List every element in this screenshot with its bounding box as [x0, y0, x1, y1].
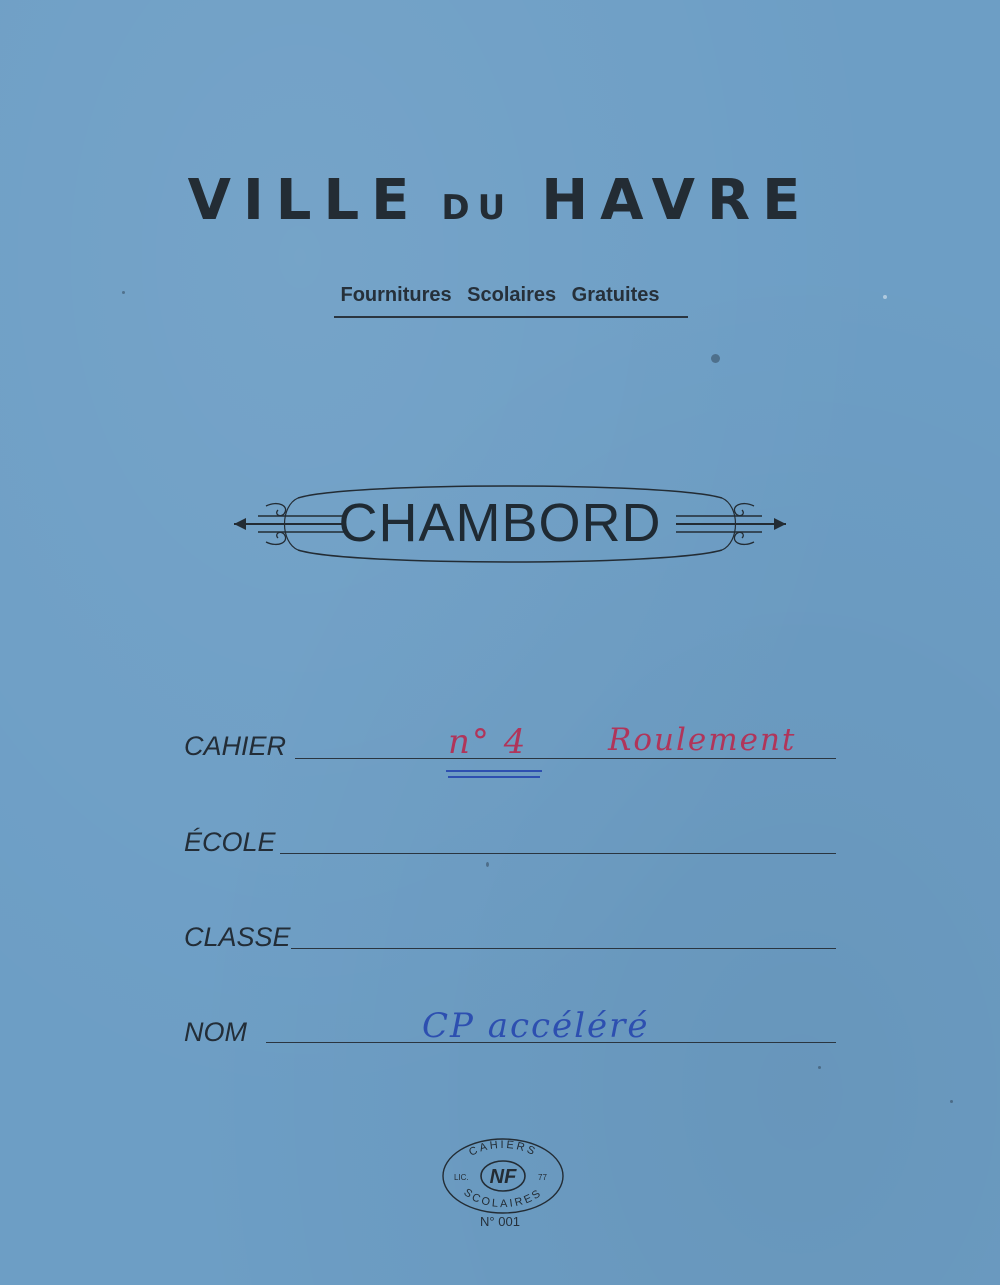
nf-seal-logo	[440, 1136, 566, 1216]
field-label-cahier: CAHIER	[184, 731, 287, 761]
handwritten-underline	[448, 776, 540, 778]
field-line-cahier	[295, 758, 836, 759]
svg-text:77: 77	[538, 1173, 547, 1182]
handwritten-cahier-roulement: Roulement	[608, 722, 797, 758]
field-label-nom: NOM	[184, 1017, 247, 1047]
field-label-ecole: ÉCOLE	[184, 827, 276, 857]
svg-text:SCOLAIRES: SCOLAIRES	[461, 1186, 545, 1211]
handwritten-underline	[446, 770, 542, 772]
field-line-ecole	[280, 853, 836, 854]
paper-speck	[486, 862, 489, 867]
handwritten-nom: CP accéléré	[422, 1006, 650, 1046]
subtitle-underline	[334, 316, 688, 318]
paper-speck	[711, 354, 720, 363]
svg-text:LIC.: LIC.	[454, 1173, 469, 1182]
field-label-classe: CLASSE	[184, 922, 291, 952]
brand-name: CHAMBORD	[338, 493, 662, 553]
paper-speck	[818, 1066, 821, 1069]
svg-text:NF: NF	[489, 1166, 517, 1188]
cover-title	[0, 168, 1000, 233]
title-havre: HAVRE	[541, 168, 813, 233]
field-line-classe	[291, 948, 836, 949]
seal-number: N° 001	[480, 1214, 520, 1229]
cover-subtitle: Fournitures Scolaires Gratuites	[340, 284, 660, 306]
title-du: DU	[441, 188, 514, 228]
svg-text:CAHIERS: CAHIERS	[467, 1138, 539, 1159]
paper-speck	[950, 1100, 953, 1103]
title-ville: VILLE	[187, 168, 422, 233]
handwritten-cahier-number: n° 4	[448, 722, 528, 762]
